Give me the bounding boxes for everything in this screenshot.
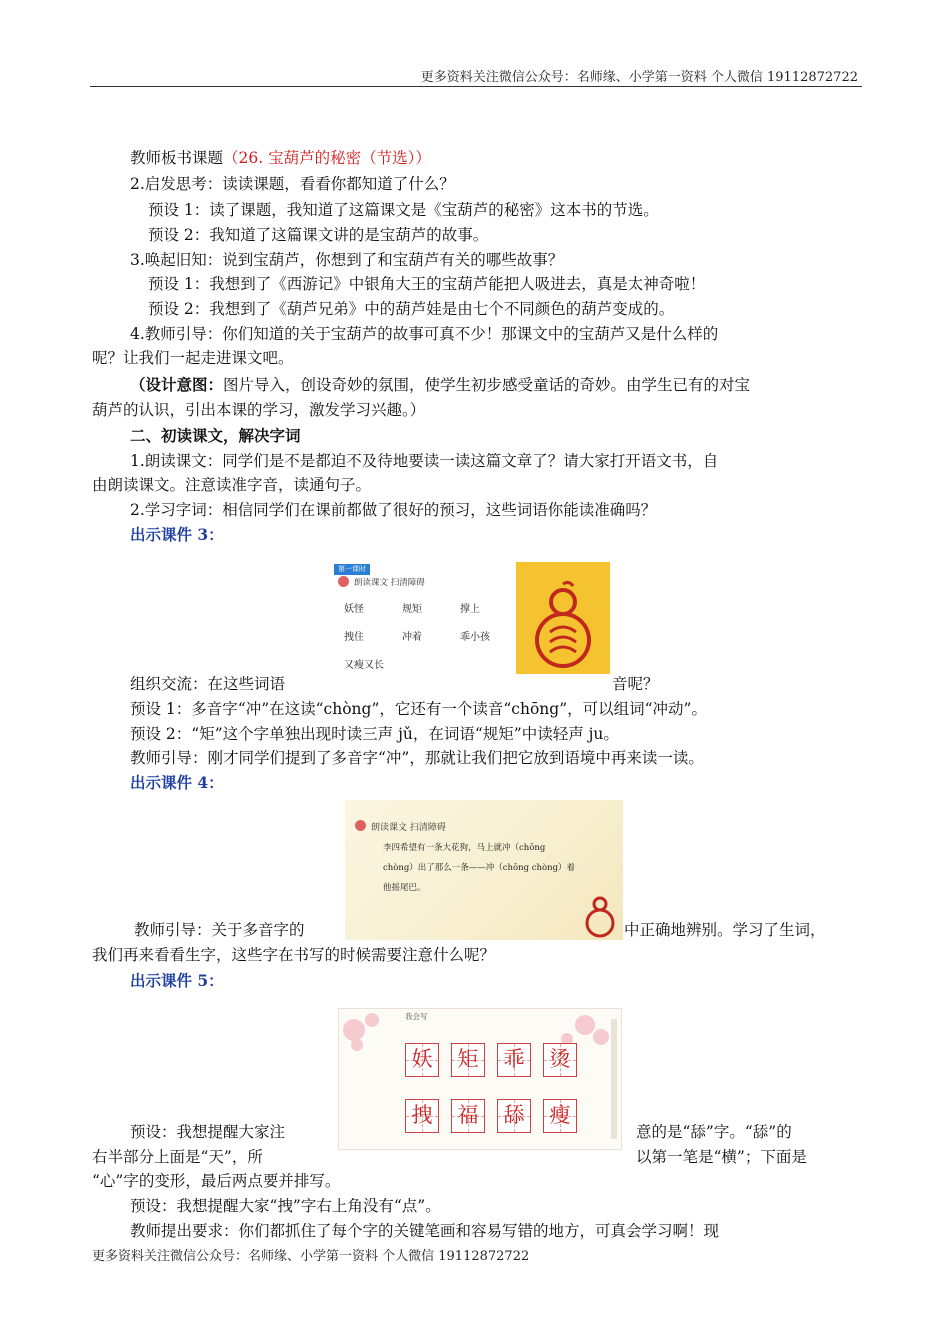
page-footer: 更多资料关注微信公众号：名师缘、小学第一资料 个人微信 19112872722 [92, 1249, 530, 1264]
gourd-logo-icon [581, 894, 619, 938]
gourd-bullet-icon [338, 576, 349, 587]
char-cell: 拽 [405, 1099, 439, 1133]
board-title-label: 教师板书课题 [130, 149, 224, 167]
char-cell: 舔 [497, 1099, 531, 1133]
word-1: 妖怪 [344, 604, 364, 615]
slide-5-title: 我会写 [405, 1012, 428, 1021]
slide-4-title: 朗读课文 扫清障碍 [371, 823, 446, 833]
line-8: 4.教师引导：你们知道的关于宝葫芦的故事可真不少！那课文中的宝葫芦又是什么样的 [130, 325, 719, 343]
design-intent-text: 图片导入，创设奇妙的氛围，使学生初步感受童话的奇妙。由学生已有的对宝 [223, 376, 751, 394]
char-cell: 福 [451, 1099, 485, 1133]
blossom-decoration [343, 1019, 365, 1041]
char-cell: 瘦 [543, 1099, 577, 1133]
slide-4-image [345, 800, 623, 940]
word-3: 撑上 [460, 604, 480, 615]
blossom-decoration [351, 1039, 363, 1051]
section-heading: 二、初读课文，解决字词 [130, 426, 301, 445]
word-4: 拽住 [344, 632, 364, 643]
char-cell: 矩 [451, 1043, 485, 1077]
page-header: 更多资料关注微信公众号：名师缘、小学第一资料 个人微信 19112872722 [420, 70, 858, 85]
line-22-right: 中正确地辨别。学习了生词， [624, 921, 826, 939]
char-cell: 乖 [497, 1043, 531, 1077]
line-17-left: 组织交流：在这些词语 [130, 675, 286, 693]
line-26-right: 以第一笔是“横”；下面是 [636, 1148, 807, 1166]
line-23: 我们再来看看生字，这些字在书写的时候需要注意什么呢？ [92, 946, 496, 964]
line-design-intent [130, 373, 750, 397]
blossom-decoration [593, 1029, 609, 1045]
slide-4-para-2: chòng）出了那么一条——冲（chōng chòng）着 [383, 863, 576, 873]
gourd-panel [516, 562, 610, 674]
line-14: 由朗读课文。注意读准字音，读通句子。 [92, 476, 372, 494]
line-20: 教师引导：刚才同学们提到了多音字“冲”，那就让我们把它放到语境中再来读一读。 [130, 749, 704, 767]
line-5: 3.唤起旧知：说到宝葫芦，你想到了和宝葫芦有关的哪些故事？ [130, 251, 564, 269]
word-5: 冲着 [402, 632, 422, 643]
blossom-decoration [575, 1015, 595, 1035]
slide-3-label: 出示课件 3： [130, 525, 224, 544]
board-title-lesson: （26. 宝葫芦的秘密（节选）） [223, 149, 431, 167]
slide-5-image [338, 1008, 622, 1150]
word-7: 又瘦又长 [344, 660, 384, 671]
line-22-left: 教师引导：关于多音字的 [134, 921, 305, 939]
slide-4-para-3: 他摇尾巴。 [383, 883, 426, 893]
gourd-logo-icon [530, 580, 596, 672]
slide-3-title: 朗读课文 扫清障碍 [354, 578, 425, 588]
line-27: “心”字的变形，最后两点要并排写。 [92, 1172, 341, 1190]
line-board-title [130, 146, 431, 170]
line-3: 预设 1：读了课题，我知道了这篇课文是《宝葫芦的秘密》这本书的节选。 [148, 201, 659, 219]
slide-5-label: 出示课件 5： [130, 971, 224, 990]
line-9: 呢？让我们一起走进课文吧。 [92, 349, 294, 367]
lesson-tag: 第一课时 [334, 564, 370, 575]
line-17 [130, 672, 285, 696]
slide-scrollbar [611, 1019, 617, 1139]
line-26-left: 右半部分上面是“天”，所 [92, 1148, 263, 1166]
line-2: 2.启发思考：读读课题，看看你都知道了什么？ [130, 175, 455, 193]
line-25-left: 预设：我想提醒大家注 [130, 1123, 286, 1141]
word-2: 规矩 [402, 604, 422, 615]
line-4: 预设 2：我知道了这篇课文讲的是宝葫芦的故事。 [148, 226, 489, 244]
line-18: 预设 1：多音字“冲”在这读“chòng”，它还有一个读音“chōng”，可以组词“冲动”。 [130, 700, 707, 718]
line-25-right: 意的是“舔”字。“舔”的 [636, 1123, 792, 1141]
line-17-right: 音呢？ [612, 675, 659, 693]
word-6: 乖小孩 [460, 632, 490, 643]
slide-4-para-1: 李四希望有一条大花狗，马上就冲（chōng [383, 843, 546, 853]
line-11: 葫芦的认识，引出本课的学习，激发学习兴趣。） [92, 401, 426, 419]
char-cell: 妖 [405, 1043, 439, 1077]
slide-4-label: 出示课件 4： [130, 773, 224, 792]
line-29: 教师提出要求：你们都抓住了每个字的关键笔画和容易写错的地方，可真会学习啊！现 [130, 1222, 720, 1240]
line-13: 1.朗读课文：同学们是不是都迫不及待地要读一读这篇文章了？请大家打开语文书，自 [130, 452, 719, 470]
line-7: 预设 2：我想到了《葫芦兄弟》中的葫芦娃是由七个不同颜色的葫芦变成的。 [148, 300, 675, 318]
line-6: 预设 1：我想到了《西游记》中银角大王的宝葫芦能把人吸进去，真是太神奇啦！ [148, 275, 706, 293]
gourd-bullet-icon [355, 820, 366, 831]
blossom-decoration [365, 1013, 379, 1027]
char-cell: 烫 [543, 1043, 577, 1077]
line-15: 2.学习字词：相信同学们在课前都做了很好的预习，这些词语你能读准确吗？ [130, 501, 657, 519]
line-28: 预设：我想提醒大家“拽”字右上角没有“点”。 [130, 1197, 441, 1215]
header-divider [90, 86, 862, 87]
design-intent-label: （设计意图： [130, 375, 224, 394]
slide-3-image [330, 562, 610, 674]
line-19: 预设 2：“矩”这个字单独出现时读三声 jǔ，在词语“规矩”中读轻声 ju。 [130, 725, 619, 743]
